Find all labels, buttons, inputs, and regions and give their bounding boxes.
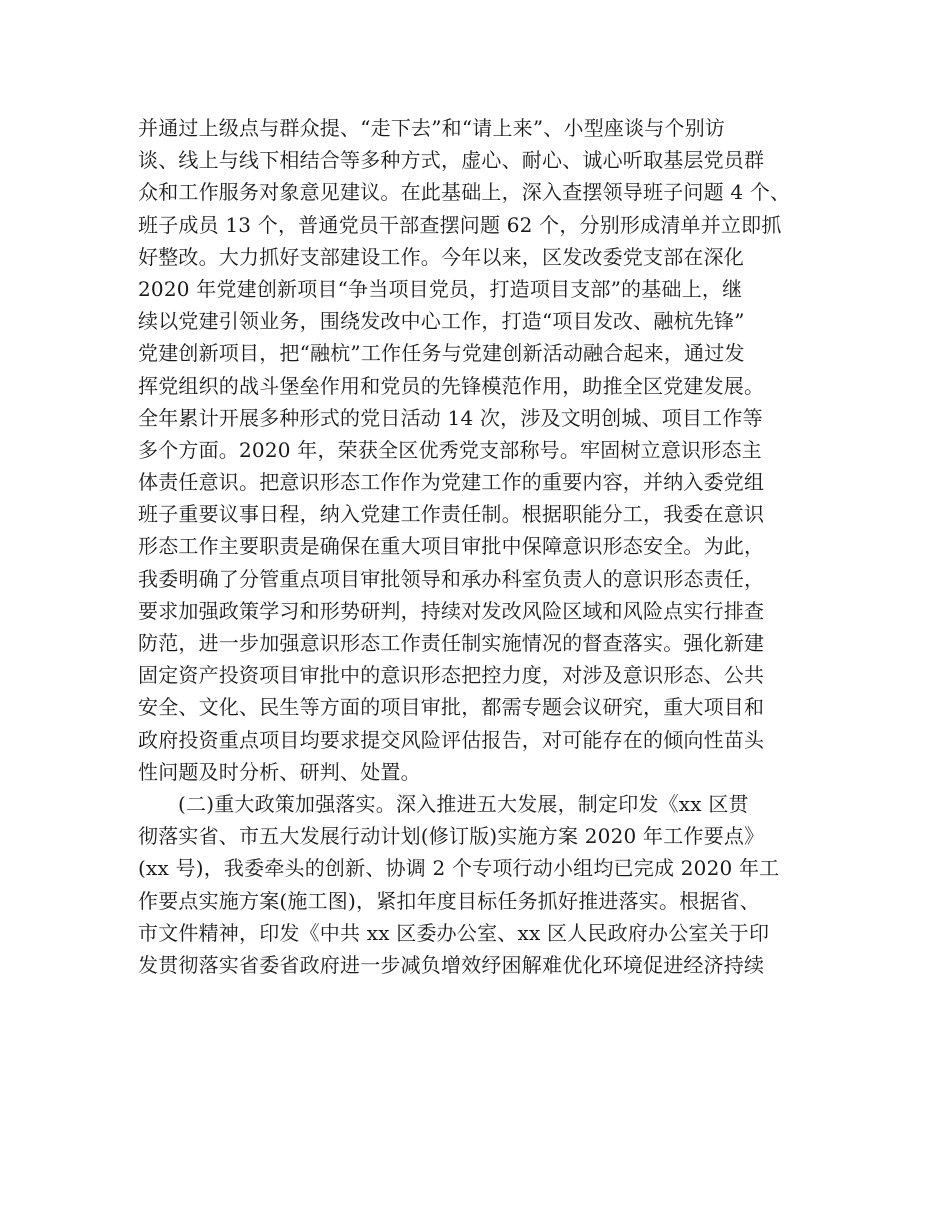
text-line: 作要点实施方案(施工图)，紧扣年度目标任务抓好推进落实。根据省、	[138, 888, 761, 913]
text-line: 全年累计开展多种形式的党日活动 14 次，涉及文明创城、项目工作等	[138, 405, 763, 430]
text-line: 班子成员 13 个，普通党员干部查摆问题 62 个，分别形成清单并立即抓	[138, 212, 782, 237]
text-line: 好整改。大力抓好支部建设工作。今年以来，区发改委党支部在深化	[138, 244, 744, 269]
text-line: 体责任意识。把意识形态工作作为党建工作的重要内容，并纳入委党组	[138, 470, 765, 495]
text-line: 政府投资重点项目均要求提交风险评估报告，对可能存在的倾向性苗头	[138, 727, 765, 752]
text-line: 续以党建引领业务，围绕发改中心工作，打造“项目发改、融杭先锋”	[138, 309, 745, 334]
text-line: 多个方面。2020 年，荣获全区优秀党支部称号。牢固树立意识形态主	[138, 437, 762, 462]
text-line: 挥党组织的战斗堡垒作用和党员的先锋模范作用，助推全区党建发展。	[138, 373, 765, 398]
text-line: 班子重要议事日程，纳入党建工作责任制。根据职能分工，我委在意识	[138, 502, 765, 527]
text-line: 我委明确了分管重点项目审批领导和承办科室负责人的意识形态责任，	[138, 566, 765, 591]
text-line: 形态工作主要职责是确保在重大项目审批中保障意识形态安全。为此，	[138, 534, 765, 559]
text-line: 市文件精神，印发《中共 xx 区委办公室、xx 区人民政府办公室关于印	[138, 920, 770, 945]
text-line: 发贯彻落实省委省政府进一步减负增效纾困解难优化环境促进经济持续	[138, 952, 765, 977]
text-line: 并通过上级点与群众提、“走下去”和“请上来”、小型座谈与个别访	[138, 116, 726, 140]
text-line: 固定资产投资项目审批中的意识形态把控力度，对涉及意识形态、公共	[138, 663, 765, 688]
paragraph-start-line: (二)重大政策加强落实。深入推进五大发展，制定印发《xx 区贯	[178, 791, 749, 816]
text-line: 众和工作服务对象意见建议。在此基础上，深入查摆领导班子问题 4 个、	[138, 180, 791, 205]
text-line: 2020 年党建创新项目“争当项目党员，打造项目支部”的基础上，继	[138, 276, 743, 301]
text-line: 防范，进一步加强意识形态工作责任制实施情况的督查落实。强化新建	[138, 631, 765, 655]
text-line: 要求加强政策学习和形势研判，持续对发改风险区域和风险点实行排查	[138, 598, 765, 623]
text-line: 党建创新项目，把“融杭”工作任务与党建创新活动融合起来，通过发	[138, 341, 745, 366]
text-line: 彻落实省、市五大发展行动计划(修订版)实施方案 2020 年工作要点》	[138, 824, 765, 849]
text-line: 性问题及时分析、研判、处置。	[138, 759, 421, 784]
body-text	[138, 112, 818, 981]
text-line: (xx 号)，我委牵头的创新、协调 2 个专项行动小组均已完成 2020 年工	[138, 856, 780, 881]
text-line: 谈、线上与线下相结合等多种方式，虚心、耐心、诚心听取基层党员群	[138, 148, 765, 173]
text-line: 安全、文化、民生等方面的项目审批，都需专题会议研究，重大项目和	[138, 695, 765, 720]
